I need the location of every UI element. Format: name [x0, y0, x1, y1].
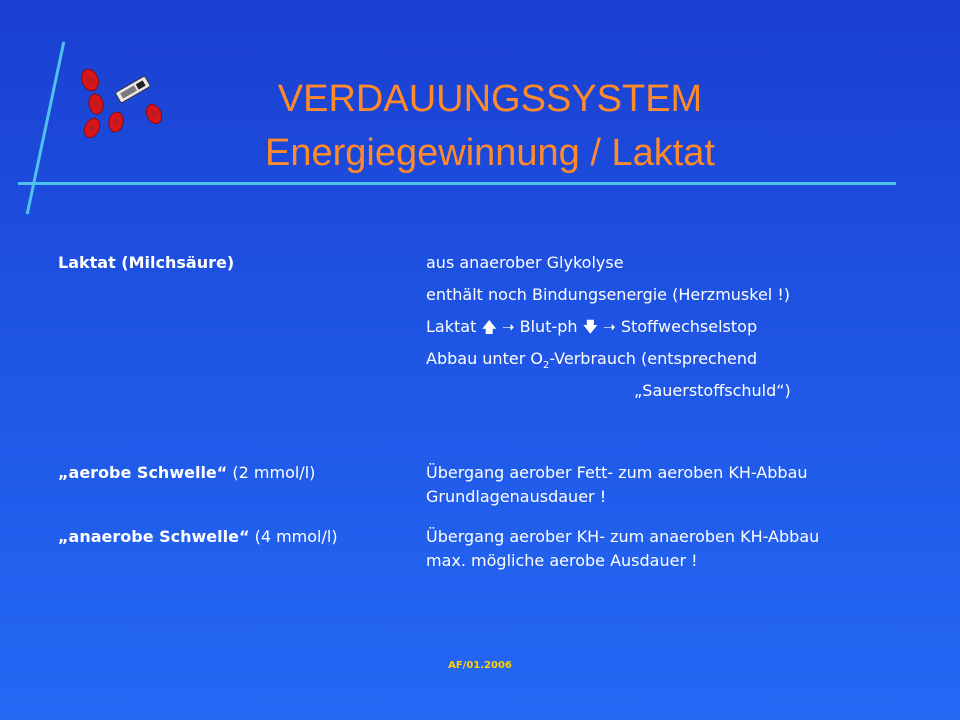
- laktat-label: Laktat (Milchsäure): [58, 253, 235, 272]
- aerobe-schwelle-label: [58, 463, 315, 483]
- abbau-suffix: -Verbrauch (entsprechend: [549, 349, 758, 368]
- laktat-line-3: [426, 317, 757, 337]
- blood-cells-logo: [72, 66, 172, 146]
- slide-subtitle: Energiegewinnung / Laktat: [265, 132, 715, 174]
- diagonal-accent-line: [26, 42, 66, 215]
- stoffwechselstop-word: Stoffwechselstop: [620, 317, 758, 336]
- anaerobe-schwelle-label: [58, 527, 338, 547]
- footer-code: AF/01.2006: [448, 660, 512, 671]
- blut-ph-word: Blut-ph: [519, 317, 578, 336]
- laktat-line-4: [426, 349, 758, 372]
- o2-subscript: 2: [542, 360, 550, 372]
- slide-title: VERDAUUNGSSYSTEM: [277, 78, 703, 120]
- up-arrow-icon: 🡅: [481, 318, 497, 336]
- aerobe-line-1: Übergang aerober Fett- zum aeroben KH-Abbau: [426, 463, 808, 482]
- laktat-word: Laktat: [426, 317, 477, 336]
- anaerobe-value: (4 mmol/l): [254, 527, 338, 546]
- laktat-line-2: enthält noch Bindungsenergie (Herzmuskel !): [426, 285, 790, 304]
- anaerobe-label-text: „anaerobe Schwelle“: [58, 527, 250, 546]
- right-arrow-icon: ➝: [501, 318, 515, 336]
- anaerobe-line-2: max. mögliche aerobe Ausdauer !: [426, 551, 698, 570]
- anaerobe-line-1: Übergang aerober KH- zum anaeroben KH-Abbau: [426, 527, 820, 546]
- aerobe-line-2: Grundlagenausdauer !: [426, 487, 607, 506]
- aerobe-value: (2 mmol/l): [232, 463, 316, 482]
- down-arrow-icon: 🡇: [582, 318, 599, 336]
- title-divider-line: [18, 182, 896, 185]
- abbau-prefix: Abbau unter O: [426, 349, 543, 368]
- laktat-line-5: „Sauerstoffschuld“): [634, 381, 791, 400]
- aerobe-label-text: „aerobe Schwelle“: [58, 463, 228, 482]
- laktat-line-1: aus anaerober Glykolyse: [426, 253, 624, 272]
- right-arrow-icon-2: ➝: [603, 318, 616, 336]
